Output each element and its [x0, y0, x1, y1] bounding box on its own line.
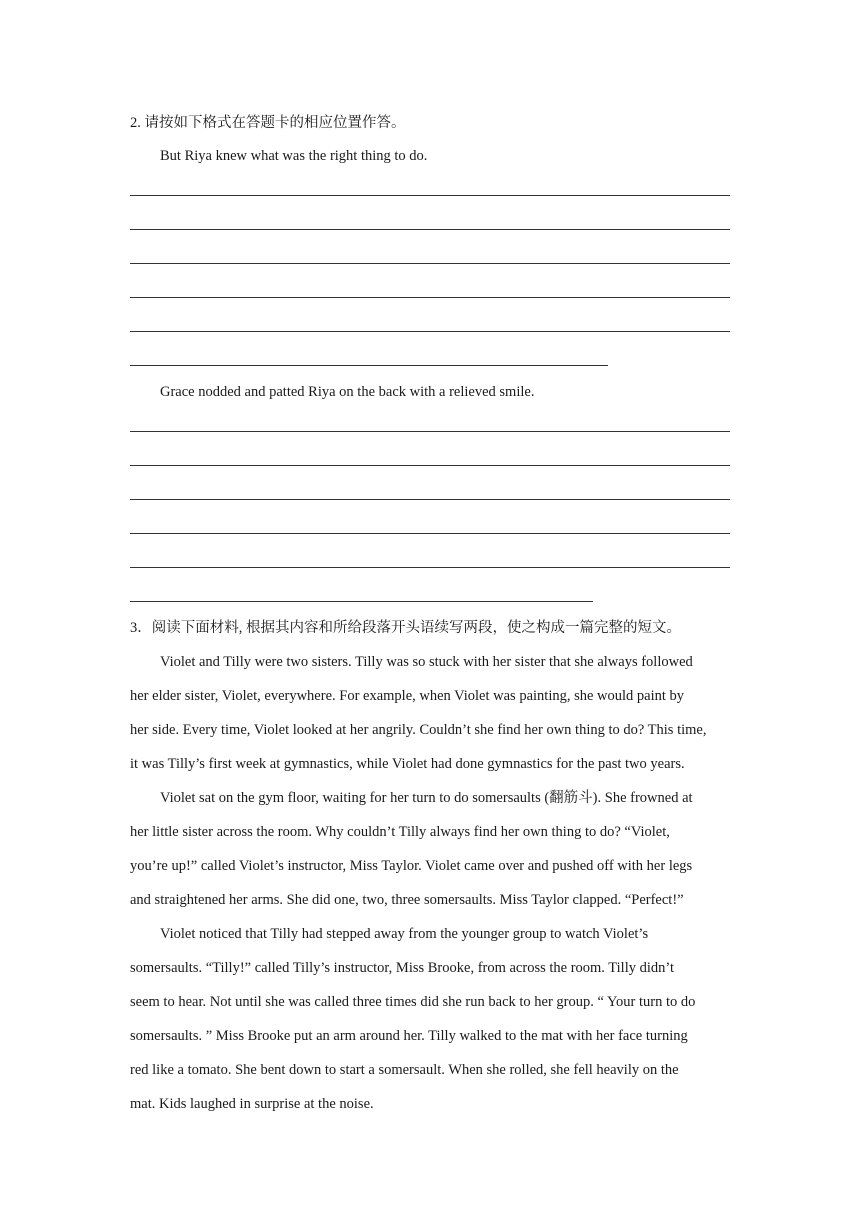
answer-line	[130, 195, 730, 196]
answer-line	[130, 263, 730, 264]
answer-line	[130, 365, 608, 366]
answer-line	[130, 567, 730, 568]
passage-line: somersaults. ” Miss Brooke put an arm around her. Tilly walked to the mat with her face turning	[130, 1028, 688, 1044]
answer-line	[130, 431, 730, 432]
answer-line	[130, 601, 593, 602]
answer-line	[130, 331, 730, 332]
question-2-heading: 2. 请按如下格式在答题卡的相应位置作答。	[130, 115, 406, 131]
passage-line: mat. Kids laughed in surprise at the noise.	[130, 1096, 374, 1112]
answer-line	[130, 229, 730, 230]
passage-line: somersaults. “Tilly!” called Tilly’s instructor, Miss Brooke, from across the room. Tilly didn’t	[130, 960, 674, 976]
paragraph-1-opening: But Riya knew what was the right thing to do.	[160, 148, 428, 164]
passage-line: and straightened her arms. She did one, two, three somersaults. Miss Taylor clapped. “Perfect!”	[130, 892, 684, 908]
passage-line: it was Tilly’s first week at gymnastics, while Violet had done gymnastics for the past two years.	[130, 756, 685, 772]
answer-line	[130, 533, 730, 534]
passage-line: seem to hear. Not until she was called three times did she run back to her group. “ Your turn to do	[130, 994, 696, 1010]
answer-line	[130, 499, 730, 500]
passage-line: Violet sat on the gym floor, waiting for her turn to do somersaults (翻筋斗). She frowned at	[160, 790, 693, 806]
passage-line: Violet noticed that Tilly had stepped away from the younger group to watch Violet’s	[160, 926, 649, 942]
answer-line	[130, 297, 730, 298]
passage-line: her little sister across the room. Why couldn’t Tilly always find her own thing to do? “Violet,	[130, 824, 670, 840]
question-3-heading: 3．阅读下面材料, 根据其内容和所给段落开头语续写两段，使之构成一篇完整的短文。	[130, 620, 681, 636]
passage-line: her elder sister, Violet, everywhere. For example, when Violet was painting, she would paint by	[130, 688, 685, 704]
answer-line	[130, 465, 730, 466]
paragraph-2-opening: Grace nodded and patted Riya on the back with a relieved smile.	[160, 384, 535, 400]
passage-line: her side. Every time, Violet looked at her angrily. Couldn’t she find her own thing to do? This time,	[130, 722, 707, 738]
passage-line: Violet and Tilly were two sisters. Tilly was so stuck with her sister that she always followed	[160, 654, 693, 670]
passage-line: red like a tomato. She bent down to start a somersault. When she rolled, she fell heavily on the	[130, 1062, 679, 1078]
passage-line: you’re up!” called Violet’s instructor, Miss Taylor. Violet came over and pushed off with her legs	[130, 858, 693, 874]
